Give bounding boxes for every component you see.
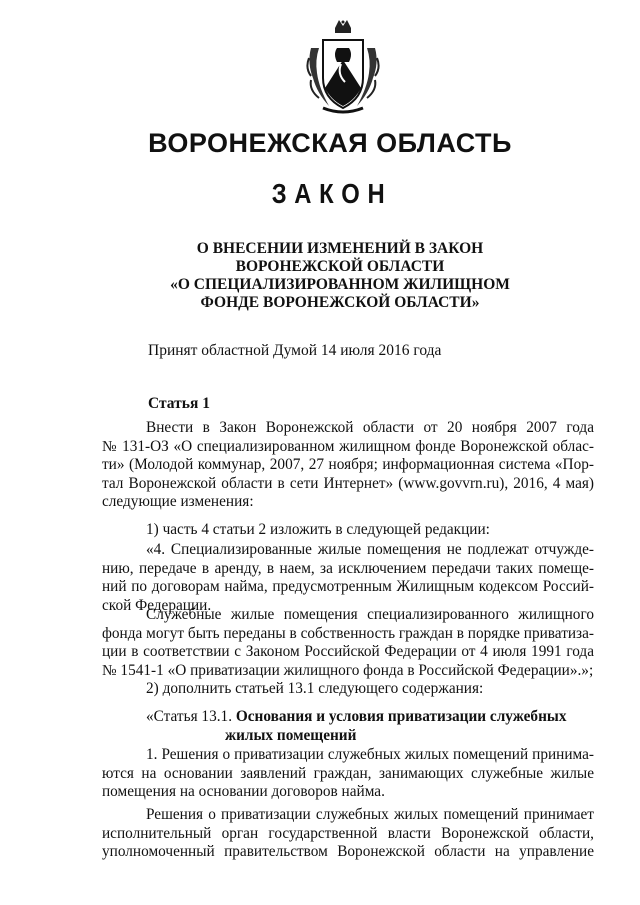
text-line: ции в соответствии с Законом Российской Федерации от 4 июля 1991 года	[102, 643, 594, 661]
item-1	[102, 521, 594, 540]
text-line: уполномоченный правительством Воронежской области на управление	[102, 843, 594, 861]
article-title-cont: жилых помещений	[225, 726, 357, 744]
law-title: ЗАКОН	[271, 178, 393, 209]
adoption-date: Принят областной Думой 14 июля 2016 года	[148, 342, 442, 359]
law-subject	[20, 240, 640, 312]
new-paragraph-2	[102, 806, 594, 862]
new-paragraph-1	[102, 746, 594, 802]
article-title: Основания и условия приватизации служебных	[235, 708, 567, 725]
text-line	[102, 708, 594, 727]
subject-line: О ВНЕСЕНИИ ИЗМЕНЕНИЙ В ЗАКОН	[196, 240, 484, 257]
text-line: Внести в Закон Воронежской области от 20 ноября 2007 года	[146, 419, 594, 436]
region-title: ВОРОНЕЖСКАЯ ОБЛАСТЬ	[148, 128, 512, 158]
text-line: № 131-ОЗ «О специализированном жилищном фонде Воронежской облас-	[102, 437, 594, 455]
quote-paragraph-2	[102, 606, 594, 680]
article-heading: Статья 1	[148, 395, 210, 412]
text-line: ются на основании заявлений граждан, занимающих служебные жилые	[102, 764, 594, 782]
text-line: № 1541-1 «О приватизации жилищного фонда в Российской Федерации».»;	[102, 661, 594, 679]
text-line: помещения на основании договоров найма.	[102, 783, 385, 801]
text-line: Служебные жилые помещения специализированного жилищного	[146, 606, 594, 623]
text-line: «4. Специализированные жилые помещения не подлежат отчужде-	[146, 541, 594, 558]
subject-line: ВОРОНЕЖСКОЙ ОБЛАСТИ	[235, 258, 445, 275]
text-line: 1) часть 4 статьи 2 изложить в следующей редакции:	[146, 521, 490, 538]
text-line: тал Воронежской области в сети Интернет» (www.govvrn.ru), 2016, 4 мая)	[102, 474, 594, 492]
new-article-heading	[102, 708, 594, 745]
text-line: ской Федерации.	[102, 596, 212, 614]
article-number: «Статья 13.1.	[146, 708, 233, 725]
text-line: нию, передаче в аренду, в наем, за исключением передачи таких помеще-	[102, 559, 594, 577]
article-intro	[102, 419, 594, 512]
item-2	[102, 680, 594, 699]
subject-line: ФОНДЕ ВОРОНЕЖСКОЙ ОБЛАСТИ»	[200, 294, 480, 311]
quote-paragraph-1	[102, 541, 594, 615]
text-line: ти» (Молодой коммунар, 2007, 27 ноября; информационная система «Пор-	[102, 456, 594, 474]
text-line: ний по договорам найма, предусмотренным Жилищным кодексом Россий-	[102, 578, 594, 596]
text-line: 1. Решения о приватизации служебных жилых помещений принима-	[146, 746, 594, 763]
text-line: 2) дополнить статьей 13.1 следующего содержания:	[146, 680, 484, 697]
text-line: следующие изменения:	[102, 493, 254, 511]
text-line: Решения о приватизации служебных жилых помещений принимает	[146, 806, 594, 823]
text-line: исполнительный орган государственной власти Воронежской области,	[102, 824, 594, 842]
subject-line: «О СПЕЦИАЛИЗИРОВАННОМ ЖИЛИЩНОМ	[170, 276, 510, 293]
text-line: фонда могут быть переданы в собственность граждан в порядке приватиза-	[102, 624, 594, 642]
voronezh-coat-of-arms-icon	[305, 18, 381, 118]
